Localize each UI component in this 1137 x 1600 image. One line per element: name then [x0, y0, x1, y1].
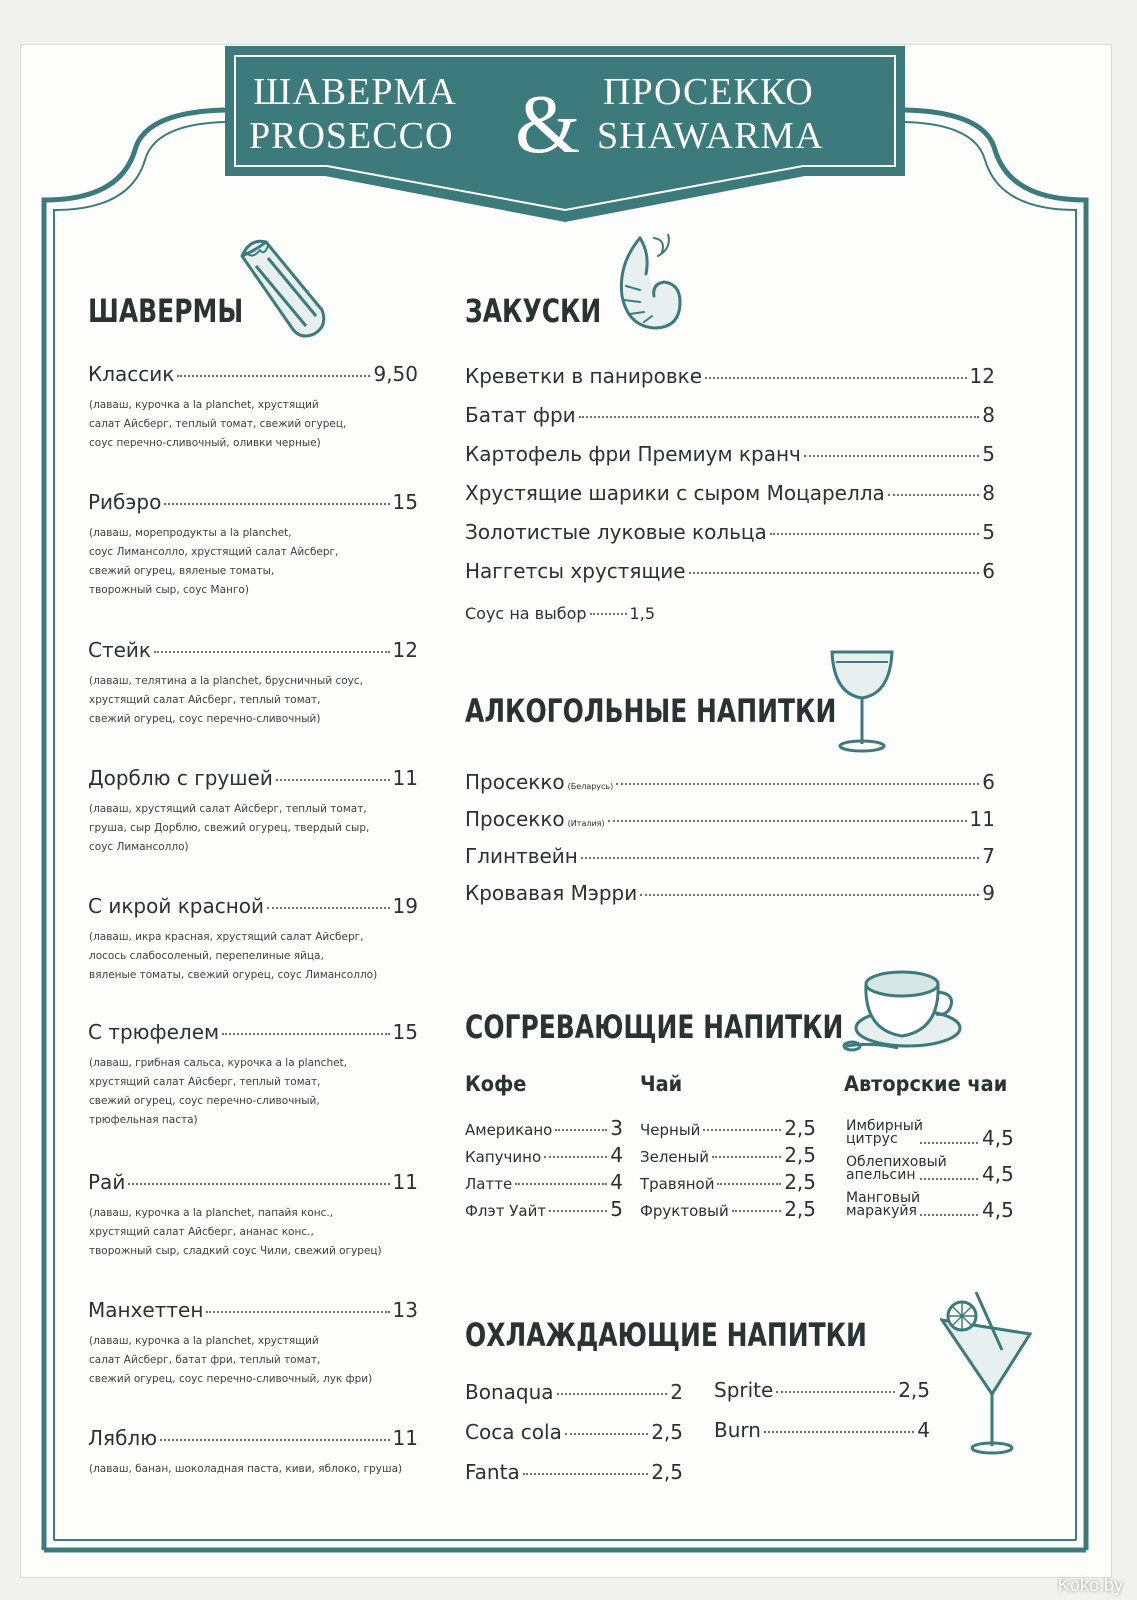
- leader-dots: [732, 1210, 781, 1212]
- item-name: С икрой красной: [88, 894, 265, 918]
- shawarma-item-description: [89, 1460, 419, 1479]
- item-name: Американо: [465, 1121, 553, 1139]
- leader-dots: [160, 1439, 390, 1441]
- item-name: Хрустящие шарики с сыром Моцарелла: [465, 481, 885, 505]
- description-line: лосось слабосоленый, перепелиные яйца,: [89, 950, 324, 962]
- cold-drink-item: [465, 1380, 683, 1404]
- leader-dots: [276, 779, 390, 781]
- leader-dots: [804, 455, 979, 457]
- leader-dots: [640, 894, 979, 896]
- item-name: Флэт Уайт: [465, 1202, 547, 1220]
- leader-dots: [608, 820, 967, 822]
- description-line: салат Айсберг, батат фри, теплый томат,: [89, 1354, 321, 1366]
- item-name: Ляблю: [88, 1426, 158, 1450]
- item-name: Зеленый: [640, 1148, 710, 1166]
- item-name: Капучино: [465, 1148, 542, 1166]
- item-price: 2,5: [784, 1143, 816, 1167]
- alcohol-item: [465, 881, 995, 905]
- tea-item: [640, 1116, 816, 1140]
- description-line: творожный сыр, сладкий соус Чили, свежий огурец): [89, 1245, 382, 1257]
- item-name: Классик: [88, 362, 175, 386]
- item-price: 9,50: [373, 362, 418, 386]
- item-name: Батат фри: [465, 403, 576, 427]
- item-name: Стейк: [88, 638, 151, 662]
- author-tea-head: Авторские чаи: [844, 1072, 1008, 1096]
- shawarma-item: [88, 638, 418, 662]
- item-price: 11: [969, 807, 995, 831]
- leader-dots: [523, 1473, 648, 1475]
- description-line: (лаваш, курочка а la planchet, хрустящий: [89, 1335, 319, 1347]
- leader-dots: [549, 1210, 607, 1212]
- item-name: Рай: [88, 1170, 126, 1194]
- item-price: 4: [917, 1418, 930, 1442]
- leader-dots: [764, 1431, 914, 1433]
- item-price: 6: [982, 559, 995, 583]
- description-line: (лаваш, икра красная, хрустящий салат Айсберг,: [89, 931, 364, 943]
- description-line: соус перечно-сливочный, оливки черные): [89, 437, 321, 449]
- description-line: (лаваш, банан, шоколадная паста, киви, яблоко, груша): [89, 1463, 403, 1475]
- leader-dots: [177, 375, 370, 377]
- leader-dots: [703, 1129, 781, 1131]
- item-price: 12: [392, 638, 418, 662]
- item-name: Креветки в панировке: [465, 364, 703, 388]
- item-price: 13: [392, 1298, 418, 1322]
- item-price: 2,5: [898, 1378, 930, 1402]
- author-tea-name-line: апельсин: [846, 1167, 916, 1183]
- header-line2-left: PROSECCO: [249, 115, 454, 157]
- item-price: 9: [982, 881, 995, 905]
- snack-item: [465, 364, 995, 388]
- leader-dots: [128, 1183, 389, 1185]
- shawarma-item-description: [89, 800, 419, 857]
- author-tea-name-line: маракуйя: [846, 1203, 917, 1219]
- item-name: Латте: [465, 1175, 513, 1193]
- description-line: свежий огурец, соус перечно-сливочный, лук фри): [89, 1373, 373, 1385]
- sauce-name: Соус на выбор: [465, 604, 587, 623]
- leader-dots: [717, 1183, 781, 1185]
- leader-dots: [616, 783, 979, 785]
- item-name: Coca cola: [465, 1420, 562, 1444]
- alcohol-title: АЛКОГОЛЬНЫЕ НАПИТКИ: [465, 692, 837, 730]
- shrimp-icon: [610, 234, 686, 334]
- leader-dots: [888, 494, 979, 496]
- snack-item: [465, 481, 995, 505]
- description-line: (лаваш, курочка а la planchet, хрустящий: [89, 399, 319, 411]
- shawarma-item: [88, 894, 418, 918]
- author-tea-price: 4,5: [982, 1126, 1014, 1150]
- sauce-row: [465, 604, 655, 623]
- item-price: 7: [982, 844, 995, 868]
- cold-drink-item: [465, 1420, 683, 1444]
- leader-dots: [154, 651, 390, 653]
- leader-dots: [555, 1129, 607, 1131]
- item-price: 12: [969, 364, 995, 388]
- item-price: 2,5: [784, 1197, 816, 1221]
- item-price: 6: [982, 770, 995, 794]
- snack-item: [465, 442, 995, 466]
- leader-dots: [705, 377, 967, 379]
- header-line1-left: ШАВЕРМА: [253, 71, 457, 113]
- item-price: 19: [392, 894, 418, 918]
- leader-dots: [557, 1393, 668, 1395]
- item-name: Глинтвейн: [465, 844, 578, 868]
- item-name: Просекко: [465, 770, 565, 794]
- author-tea-name: [846, 1120, 923, 1146]
- shawarma-item-description: [89, 1204, 419, 1261]
- snack-item: [465, 403, 995, 427]
- description-line: творожный сыр, соус Манго): [89, 584, 249, 596]
- leader-dots: [544, 1156, 607, 1158]
- item-price: 2: [670, 1380, 683, 1404]
- leader-dots: [581, 857, 979, 859]
- leader-dots: [579, 416, 980, 418]
- item-price: 2,5: [651, 1420, 683, 1444]
- shawarma-item-description: [89, 672, 419, 729]
- item-name: Просекко: [465, 807, 565, 831]
- item-note: (Италия): [567, 819, 605, 828]
- item-name: Кровавая Мэрри: [465, 881, 638, 905]
- shawarma-item-description: [89, 524, 419, 600]
- item-name: Манхеттен: [88, 1298, 204, 1322]
- coupe-glass-icon: [828, 648, 896, 754]
- leader-dots: [164, 503, 389, 505]
- item-name: Bonaqua: [465, 1380, 554, 1404]
- shawarma-item-description: [89, 928, 419, 985]
- tea-item: [640, 1197, 816, 1221]
- leader-dots: [565, 1433, 648, 1435]
- description-line: хрустящий салат Айсберг, ананас конс.,: [89, 1226, 314, 1238]
- shawarma-item-description: [89, 1054, 419, 1130]
- snacks-title: ЗАКУСКИ: [465, 292, 602, 330]
- description-line: салат Айсберг, теплый томат, свежий огурец,: [89, 418, 347, 430]
- item-name: Burn: [714, 1418, 761, 1442]
- leader-dots: [770, 533, 980, 535]
- coffee-item: [465, 1197, 623, 1221]
- leader-dots: [920, 1142, 978, 1144]
- sauce-price: 1,5: [629, 604, 655, 623]
- description-line: соус Лимансолло, хрустящий салат Айсберг,: [89, 546, 339, 558]
- item-price: 5: [982, 442, 995, 466]
- alcohol-item: [465, 807, 995, 831]
- shawarma-item: [88, 1426, 418, 1450]
- watermark: Koko.by: [1057, 1575, 1123, 1595]
- item-name: Рибэро: [88, 490, 162, 514]
- shawarma-item: [88, 1170, 418, 1194]
- coffee-cup-icon: [842, 966, 964, 1064]
- leader-dots: [920, 1178, 978, 1180]
- alcohol-item: [465, 844, 995, 868]
- item-name: Черный: [640, 1121, 701, 1139]
- item-price: 11: [392, 1426, 418, 1450]
- description-line: трюфельная паста): [89, 1114, 198, 1126]
- header-line2-right: SHAWARMA: [597, 115, 824, 157]
- cold-drink-item: [465, 1460, 683, 1484]
- description-line: (лаваш, телятина а la planchet, брусничный соус,: [89, 675, 363, 687]
- item-price: 11: [392, 766, 418, 790]
- tea-head: Чай: [640, 1072, 683, 1096]
- tea-item: [640, 1170, 816, 1194]
- item-price: 15: [392, 1020, 418, 1044]
- cold-drink-item: [714, 1378, 930, 1402]
- cold-drink-item: [714, 1418, 930, 1442]
- leader-dots: [515, 1183, 607, 1185]
- cocktail-glass-icon: [940, 1290, 1032, 1458]
- author-tea-name-line: Имбирный: [846, 1118, 923, 1134]
- item-name: Дорблю с грушей: [88, 766, 273, 790]
- item-price: 5: [610, 1197, 623, 1221]
- description-line: вяленые томаты, свежий огурец, соус Лимансолло): [89, 969, 378, 981]
- leader-dots: [776, 1391, 895, 1393]
- leader-dots: [920, 1214, 978, 1216]
- leader-dots: [712, 1156, 781, 1158]
- author-tea-name-line: Облепиховый: [846, 1154, 947, 1170]
- item-name: Травяной: [640, 1175, 715, 1193]
- description-line: груша, сыр Дорблю, свежий огурец, твердый сыр,: [89, 822, 370, 834]
- item-price: 4: [610, 1143, 623, 1167]
- header-banner: [225, 46, 905, 224]
- shawarma-item: [88, 1298, 418, 1322]
- shawarma-item-description: [89, 396, 419, 453]
- coffee-item: [465, 1170, 623, 1194]
- shawarma-item: [88, 1020, 418, 1044]
- warm-title: СОГРЕВАЮЩИЕ НАПИТКИ: [465, 1008, 844, 1046]
- item-price: 4: [610, 1170, 623, 1194]
- item-name: Картофель фри Премиум кранч: [465, 442, 801, 466]
- description-line: хрустящий салат Айсберг, теплый томат,: [89, 1076, 321, 1088]
- author-tea-price: 4,5: [982, 1162, 1014, 1186]
- coffee-item: [465, 1143, 623, 1167]
- sauce-dots: [590, 613, 627, 615]
- item-name: Наггетсы хрустящие: [465, 559, 686, 583]
- item-name: С трюфелем: [88, 1020, 220, 1044]
- item-price: 11: [392, 1170, 418, 1194]
- item-name: Золотистые луковые кольца: [465, 520, 767, 544]
- alcohol-item: [465, 770, 995, 794]
- snack-item: [465, 559, 995, 583]
- shawarma-item: [88, 490, 418, 514]
- tea-item: [640, 1143, 816, 1167]
- coffee-item: [465, 1116, 623, 1140]
- coffee-head: Кофе: [465, 1072, 527, 1096]
- leader-dots: [222, 1033, 389, 1035]
- description-line: соус Лимансолло): [89, 841, 189, 853]
- author-tea-price: 4,5: [982, 1198, 1014, 1222]
- description-line: свежий огурец, соус перечно-сливочный): [89, 713, 321, 725]
- snack-item: [465, 520, 995, 544]
- description-line: (лаваш, грибная сальса, курочка а la planchet,: [89, 1057, 348, 1069]
- header-line1-right: ПРОСЕККО: [603, 71, 814, 113]
- author-tea-name: [846, 1192, 920, 1218]
- author-tea-name-line: цитрус: [846, 1131, 898, 1147]
- item-price: 2,5: [651, 1460, 683, 1484]
- shawarma-wrap-icon: [236, 236, 328, 340]
- shawarma-title: ШАВЕРМЫ: [88, 292, 244, 330]
- leader-dots: [689, 572, 980, 574]
- description-line: хрустящий салат Айсберг, теплый томат,: [89, 694, 321, 706]
- leader-dots: [206, 1311, 389, 1313]
- item-price: 3: [610, 1116, 623, 1140]
- item-price: 5: [982, 520, 995, 544]
- description-line: свежий огурец, вяленые томаты,: [89, 565, 275, 577]
- shawarma-item-description: [89, 1332, 419, 1389]
- item-name: Fanta: [465, 1460, 520, 1484]
- item-price: 8: [982, 481, 995, 505]
- description-line: (лаваш, хрустящий салат Айсберг, теплый томат,: [89, 803, 367, 815]
- item-name: Фруктовый: [640, 1202, 729, 1220]
- item-price: 2,5: [784, 1170, 816, 1194]
- shawarma-item: [88, 362, 418, 386]
- shawarma-item: [88, 766, 418, 790]
- item-price: 8: [982, 403, 995, 427]
- description-line: (лаваш, курочка а la planchet, папайя конс.,: [89, 1207, 334, 1219]
- item-note: (Беларусь): [567, 782, 614, 791]
- description-line: свежий огурец, соус перечно-сливочный,: [89, 1095, 320, 1107]
- item-price: 15: [392, 490, 418, 514]
- description-line: (лаваш, морепродукты а la planchet,: [89, 527, 292, 539]
- item-price: 2,5: [784, 1116, 816, 1140]
- leader-dots: [267, 907, 390, 909]
- cold-title: ОХЛАЖДАЮЩИЕ НАПИТКИ: [465, 1316, 867, 1354]
- header-ampersand: &: [515, 78, 581, 171]
- item-name: Sprite: [714, 1378, 774, 1402]
- author-tea-name-line: Манговый: [846, 1190, 921, 1206]
